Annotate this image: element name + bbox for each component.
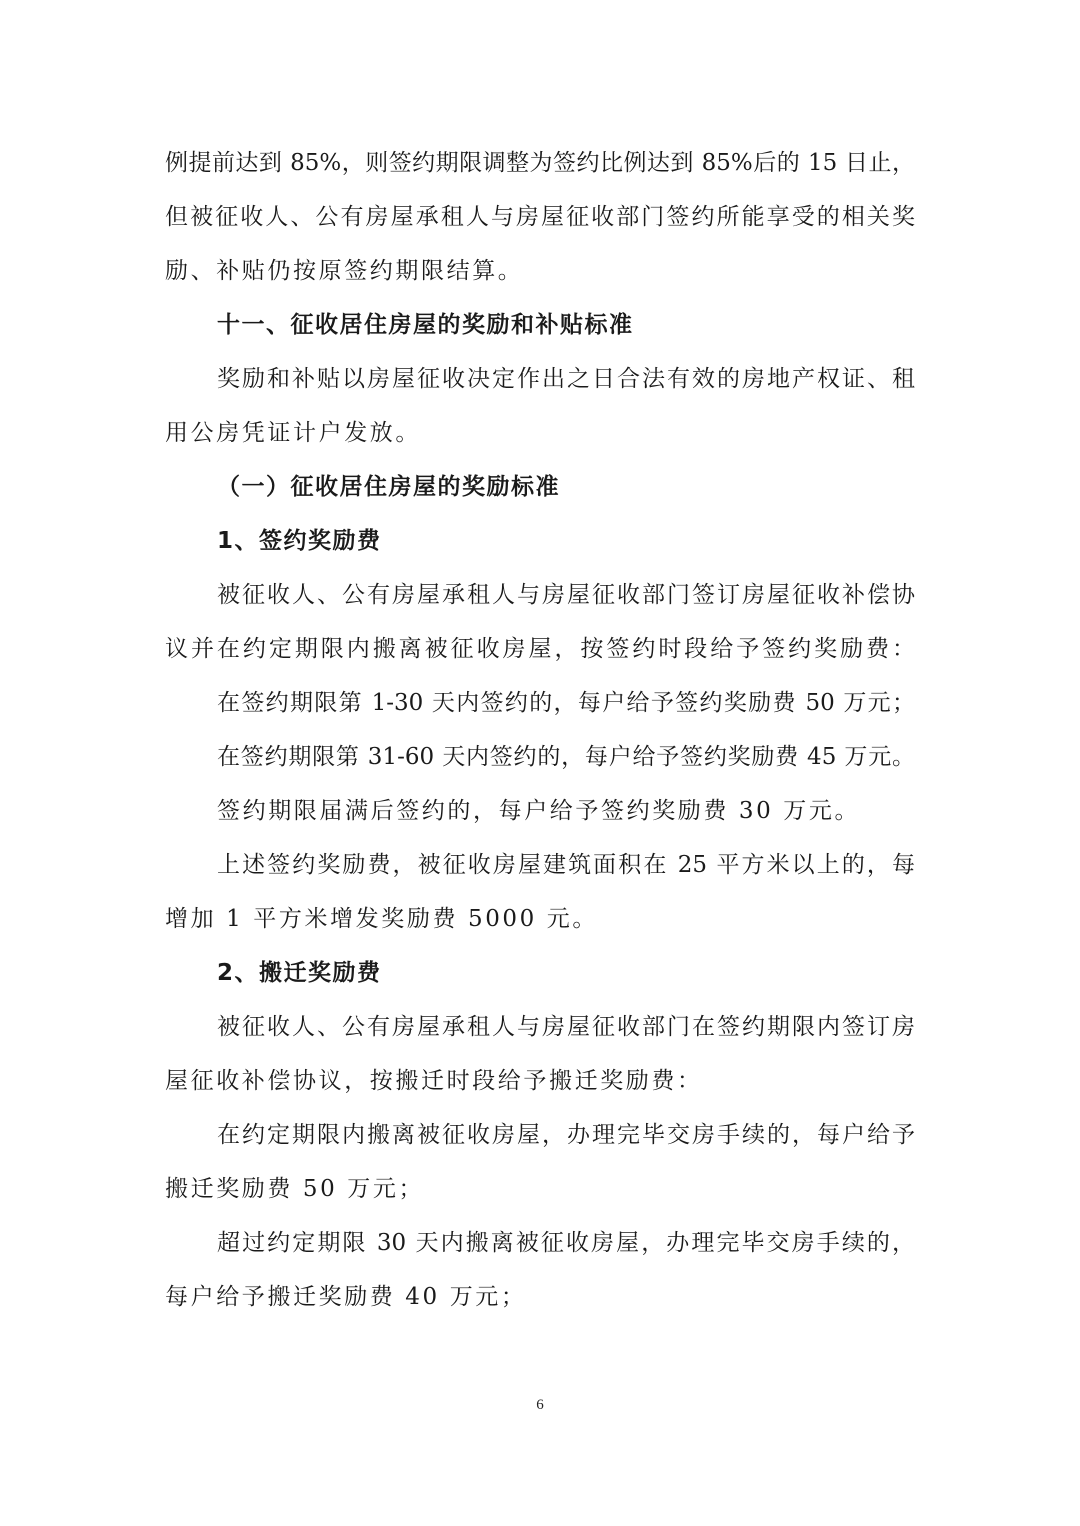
paragraph-line: 被征收人、公有房屋承租人与房屋征收部门签订房屋征收补偿协 [217,582,915,608]
item-heading: 1、签约奖励费 [217,528,382,554]
paragraph-line: 议并在约定期限内搬离被征收房屋，按签约时段给予签约奖励费： [165,636,915,662]
paragraph-line: 例提前达到 85%，则签约期限调整为签约比例达到 85%后的 15 日止， [165,150,915,176]
paragraph-line: 但被征收人、公有房屋承租人与房屋征收部门签约所能享受的相关奖 [165,204,915,230]
paragraph-line: 在签约期限第 31-60 天内签约的，每户给予签约奖励费 45 万元。 [217,744,915,770]
paragraph-line: 在约定期限内搬离被征收房屋，办理完毕交房手续的，每户给予 [217,1122,915,1148]
paragraph-line: 在签约期限第 1-30 天内签约的，每户给予签约奖励费 50 万元； [217,690,915,716]
paragraph-line: 签约期限届满后签约的，每户给予签约奖励费 30 万元。 [217,798,861,824]
document-body [165,136,915,1324]
paragraph-line: 被征收人、公有房屋承租人与房屋征收部门在签约期限内签订房 [217,1014,915,1040]
paragraph-line: 屋征收补偿协议，按搬迁时段给予搬迁奖励费： [165,1068,703,1094]
paragraph-line: 搬迁奖励费 50 万元； [165,1176,425,1202]
subsection-heading: （一）征收居住房屋的奖励标准 [217,474,560,500]
paragraph-line: 每户给予搬迁奖励费 40 万元； [165,1284,527,1310]
paragraph-line: 励、补贴仍按原签约期限结算。 [165,258,524,284]
section-heading: 十一、征收居住房屋的奖励和补贴标准 [217,312,634,338]
paragraph-line: 用公房凭证计户发放。 [165,420,421,446]
item-heading: 2、搬迁奖励费 [217,960,382,986]
page-number: 6 [536,1397,544,1413]
paragraph-line: 增加 1 平方米增发奖励费 5000 元。 [165,906,599,932]
paragraph-line: 超过约定期限 30 天内搬离被征收房屋，办理完毕交房手续的， [217,1230,915,1256]
paragraph-line: 奖励和补贴以房屋征收决定作出之日合法有效的房地产权证、租 [217,366,915,392]
paragraph-line: 上述签约奖励费，被征收房屋建筑面积在 25 平方米以上的，每 [217,852,915,878]
